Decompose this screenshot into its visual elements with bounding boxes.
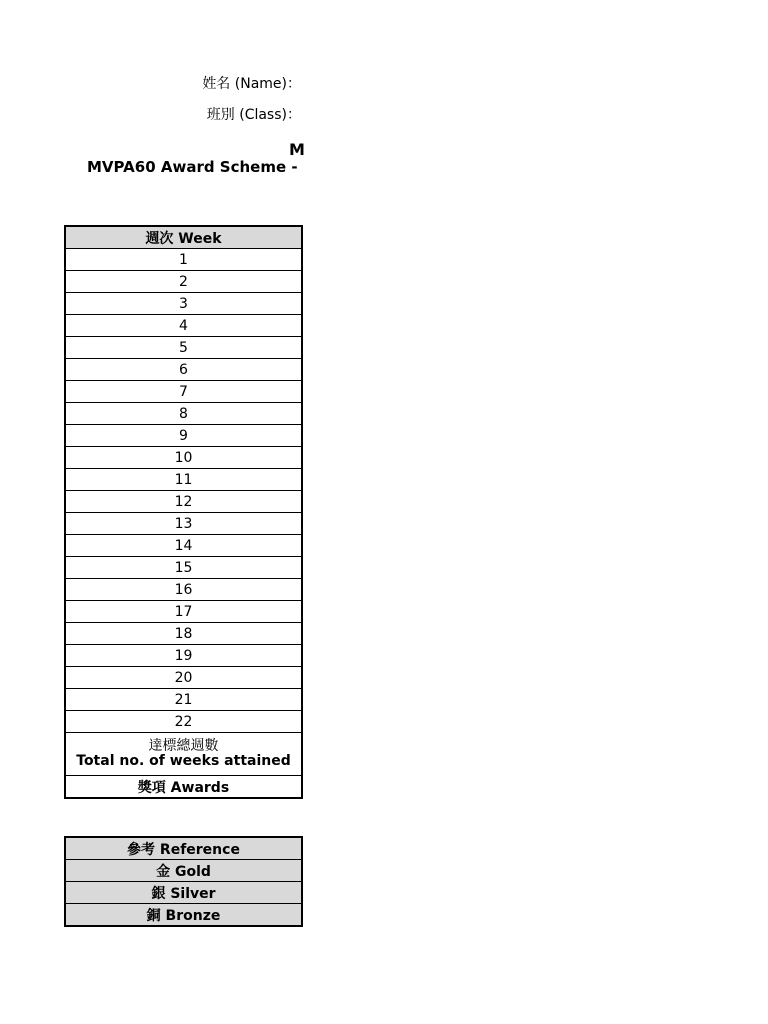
week-cell: 3 [65, 293, 302, 315]
week-cell: 2 [65, 271, 302, 293]
week-cell: 1 [65, 249, 302, 271]
week-cell: 20 [65, 667, 302, 689]
reference-table [64, 836, 303, 927]
awards-cell: 獎項 Awards [65, 776, 302, 799]
week-cell: 17 [65, 601, 302, 623]
week-cell: 13 [65, 513, 302, 535]
week-cell: 6 [65, 359, 302, 381]
page-title: M [289, 140, 305, 159]
week-cell: 15 [65, 557, 302, 579]
total-weeks-label-en: Total no. of weeks attained [76, 753, 291, 769]
week-cell: 5 [65, 337, 302, 359]
week-cell: 16 [65, 579, 302, 601]
week-table [64, 225, 303, 799]
week-header: 週次 Week [65, 226, 302, 249]
name-field-label: 姓名 (Name)： [202, 76, 301, 92]
reference-header: 參考 Reference [65, 837, 302, 860]
week-cell: 14 [65, 535, 302, 557]
week-cell: 19 [65, 645, 302, 667]
week-cell: 4 [65, 315, 302, 337]
reference-gold: 金 Gold [65, 860, 302, 882]
week-cell: 9 [65, 425, 302, 447]
week-cell: 21 [65, 689, 302, 711]
total-weeks-cell [65, 733, 302, 776]
title-block [0, 136, 303, 176]
week-cell: 10 [65, 447, 302, 469]
week-cell: 22 [65, 711, 302, 733]
week-cell: 12 [65, 491, 302, 513]
reference-bronze: 銅 Bronze [65, 904, 302, 927]
week-cell: 7 [65, 381, 302, 403]
week-cell: 8 [65, 403, 302, 425]
week-cell: 18 [65, 623, 302, 645]
total-weeks-label-cn: 達標總週數 [148, 738, 219, 754]
week-cell: 11 [65, 469, 302, 491]
page-subtitle: MVPA60 Award Scheme - [87, 158, 298, 176]
reference-silver: 銀 Silver [65, 882, 302, 904]
class-field-label: 班別 (Class)： [206, 107, 301, 123]
